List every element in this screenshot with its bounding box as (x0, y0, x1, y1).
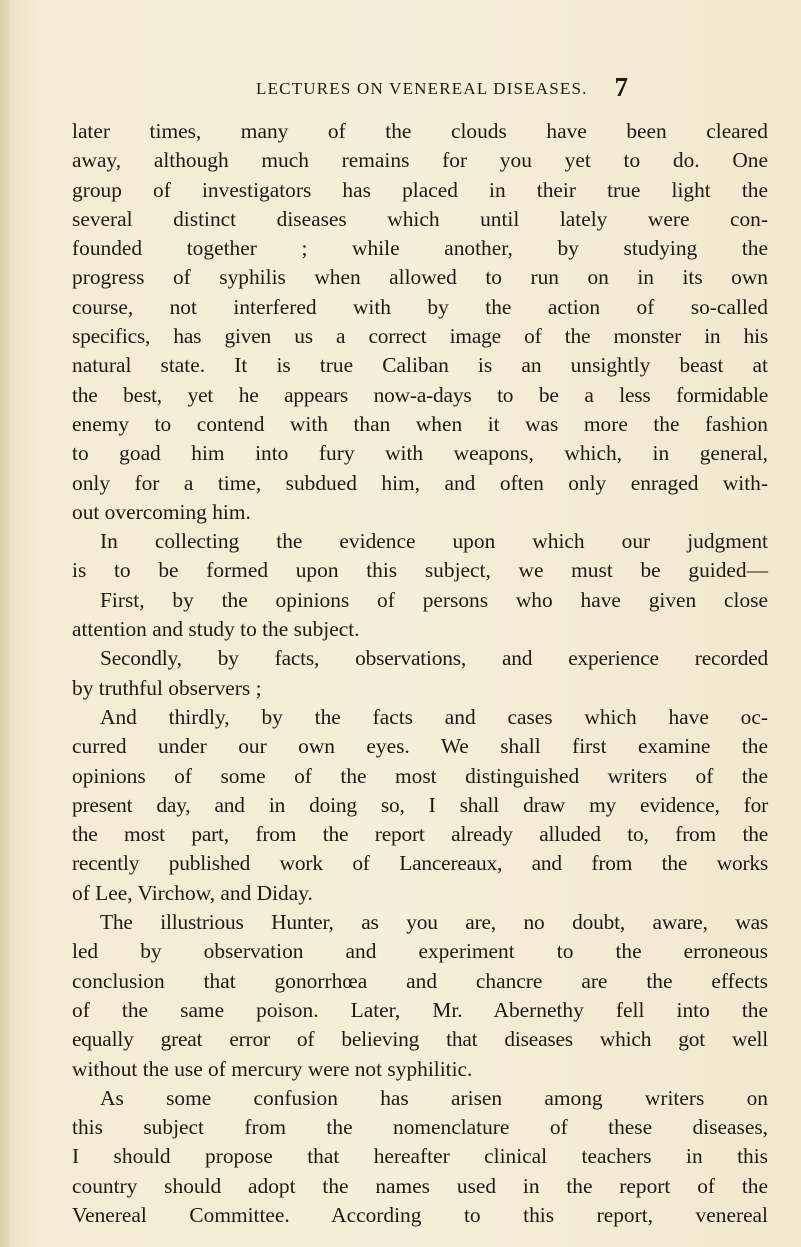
text-line: of the same poison. Later, Mr. Abernethy fell into the (72, 997, 768, 1022)
text-line: country should adopt the names used in the report of the (72, 1173, 768, 1198)
body-text (72, 117, 768, 1230)
text-line: only for a time, subdued him, and often only enraged with- (72, 470, 768, 495)
text-line: later times, many of the clouds have been cleared (72, 119, 768, 143)
running-head: LECTURES ON VENEREAL DISEASES. (256, 79, 588, 98)
page-number: 7 (614, 72, 628, 102)
text-line: led by observation and experiment to the erroneous (72, 939, 768, 964)
text-line: by truthful observers ; (72, 675, 262, 700)
text-line: In collecting the evidence upon which our judgment (100, 529, 768, 554)
text-line: several distinct diseases which until lately were con- (72, 206, 768, 231)
text-line: specifics, has given us a correct image of the monster in his (72, 324, 768, 349)
text-line: recently published work of Lancereaux, and from the works (72, 851, 768, 876)
text-line: group of investigators has placed in their true light the (72, 177, 768, 202)
text-line: Venereal Committee. According to this report, venereal (72, 1202, 768, 1227)
text-line: Secondly, by facts, observations, and experience recorded (100, 646, 768, 671)
text-line: As some confusion has arisen among writers on (100, 1085, 768, 1110)
text-line: is to be formed upon this subject, we must be guided— (72, 558, 768, 583)
text-line: away, although much remains for you yet to do. One (72, 148, 768, 173)
text-line: conclusion that gonorrhœa and chancre are the effects (72, 968, 768, 993)
text-line: the best, yet he appears now-a-days to be a less formidable (72, 382, 768, 407)
text-line: present day, and in doing so, I shall draw my evidence, for (72, 792, 768, 817)
text-line: attention and study to the subject. (72, 617, 360, 642)
text-line: of Lee, Virchow, and Diday. (72, 880, 313, 905)
text-line: equally great error of believing that diseases which got well (72, 1027, 768, 1052)
text-line: the most part, from the report already alluded to, from the (72, 822, 768, 847)
page-binding-edge (0, 0, 10, 1247)
text-line: curred under our own eyes. We shall first examine the (72, 734, 768, 759)
page-header (256, 72, 628, 104)
text-line: opinions of some of the most distinguished writers of the (72, 763, 768, 788)
text-line: without the use of mercury were not syphilitic. (72, 1056, 473, 1081)
text-line: this subject from the nomenclature of these diseases, (72, 1115, 768, 1140)
text-line: progress of syphilis when allowed to run on in its own (72, 265, 768, 290)
text-line: natural state. It is true Caliban is an unsightly beast at (72, 353, 768, 378)
text-line: founded together ; while another, by studying the (72, 236, 768, 261)
text-line: enemy to contend with than when it was more the fashion (72, 411, 768, 436)
text-line: out overcoming him. (72, 499, 251, 524)
text-line: And thirdly, by the facts and cases which have oc- (100, 704, 768, 729)
text-line: to goad him into fury with weapons, which, in general, (72, 441, 768, 466)
text-line: The illustrious Hunter, as you are, no doubt, aware, was (100, 910, 768, 935)
text-line: I should propose that hereafter clinical teachers in this (72, 1144, 768, 1169)
text-line: First, by the opinions of persons who have given close (100, 587, 768, 612)
text-line: course, not interfered with by the action of so-called (72, 294, 768, 319)
